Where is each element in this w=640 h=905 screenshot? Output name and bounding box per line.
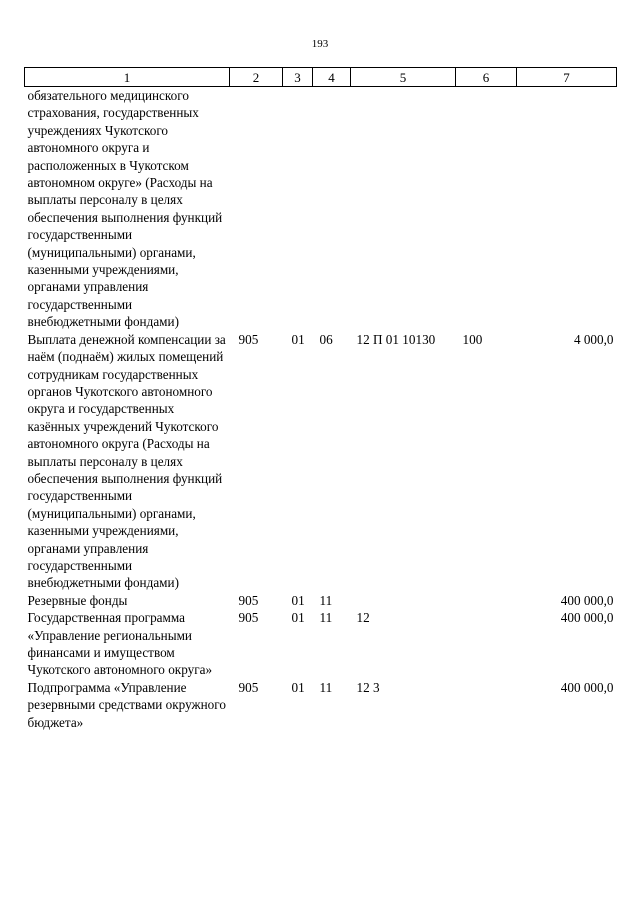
row-section — [283, 87, 313, 331]
row-code — [230, 87, 283, 331]
row-subsection: 06 — [319, 331, 333, 347]
row-code: 905 — [238, 610, 259, 626]
row-expense-type — [456, 609, 517, 679]
row-description: Выплата денежной компенсации за наём (поднаём) жилых помещений сотрудникам государственных органов Чукотского автономного округа и государственных казённых учреждений Чукотского автономного округа (Расходы на выплаты персоналу в целях обеспечения выполнения функций государственными (муниципальными) органами, казенными учреждениями, органами управления государственными внебюджетными фондами) — [27, 331, 226, 591]
row-description: обязательного медицинского страхования, государственных учреждениях Чукотского автономного округа и расположенных в Чукотском автономном округе» (Расходы на выплаты персоналу в целях обеспечения выполнения функций государственными (муниципальными) органами, казенными учреждениями, органами управления государственными внебюджетными фондами) — [27, 88, 223, 330]
row-description: Подпрограмма «Управление резервными средствами окружного бюджета» — [27, 679, 226, 730]
table-row — [25, 331, 617, 592]
row-target-item — [351, 87, 456, 331]
row-code: 905 — [238, 331, 259, 347]
row-expense-type — [456, 592, 517, 609]
row-target-item — [351, 592, 456, 609]
row-subsection: 11 — [319, 592, 333, 608]
row-subsection — [313, 87, 351, 331]
row-description: Резервные фонды — [27, 592, 128, 608]
row-code: 905 — [238, 592, 259, 608]
row-section: 01 — [291, 592, 305, 608]
row-amount — [517, 87, 617, 331]
row-section: 01 — [291, 331, 305, 347]
row-expense-type: 100 — [462, 331, 483, 347]
row-section: 01 — [291, 679, 305, 695]
row-code: 905 — [238, 679, 259, 695]
table-row — [25, 592, 617, 609]
row-amount: 400 000,0 — [560, 610, 614, 626]
column-header: 4 — [313, 68, 351, 87]
table-row — [25, 679, 617, 731]
row-amount: 4 000,0 — [573, 331, 614, 347]
row-section: 01 — [291, 610, 305, 626]
row-amount: 400 000,0 — [560, 592, 614, 608]
table-row — [25, 609, 617, 679]
row-expense-type — [456, 87, 517, 331]
column-header: 7 — [517, 68, 617, 87]
row-target-item: 12 П 01 10130 — [356, 331, 436, 347]
row-subsection: 11 — [319, 679, 333, 695]
row-expense-type — [456, 679, 517, 731]
row-target-item: 12 — [356, 610, 370, 626]
table-header-row — [25, 68, 617, 87]
row-amount: 400 000,0 — [560, 679, 614, 695]
column-header: 5 — [351, 68, 456, 87]
table-row — [25, 87, 617, 331]
row-target-item: 12 3 — [356, 679, 380, 695]
column-header: 2 — [230, 68, 283, 87]
column-header: 6 — [456, 68, 517, 87]
column-header: 3 — [283, 68, 313, 87]
row-description: Государственная программа «Управление региональными финансами и имуществом Чукотского автономного округа» — [27, 610, 213, 678]
row-subsection: 11 — [319, 610, 333, 626]
page-number: 193 — [311, 38, 329, 50]
budget-table — [24, 67, 617, 731]
column-header: 1 — [25, 68, 230, 87]
